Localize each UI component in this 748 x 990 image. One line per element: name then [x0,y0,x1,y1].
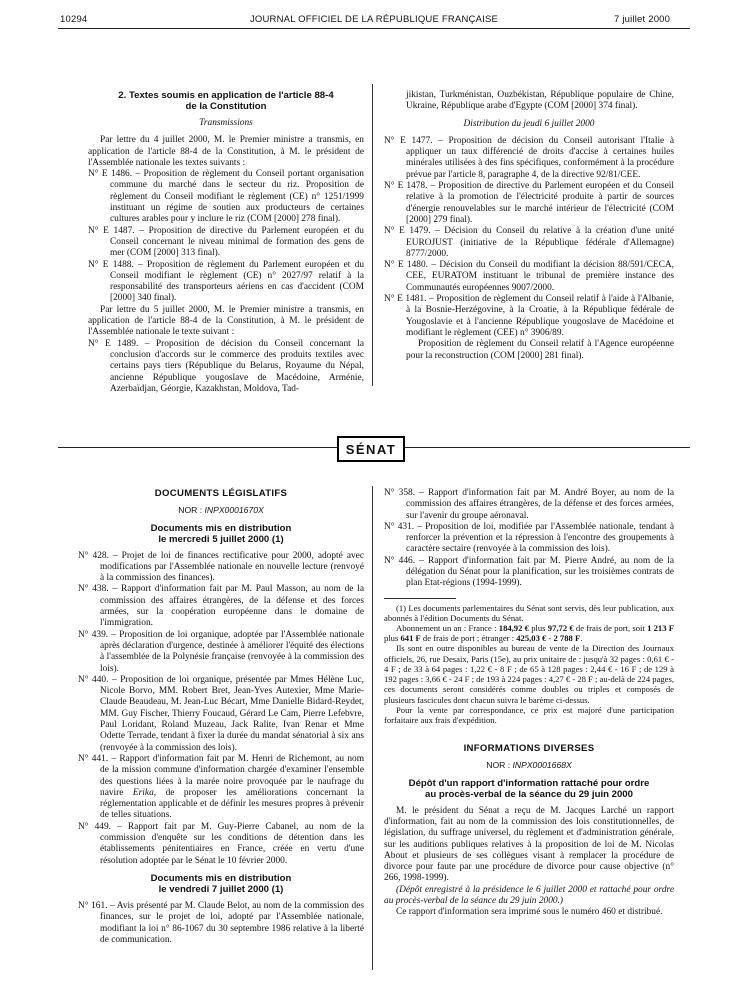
entry-number: N° E 1481. [384,294,427,305]
distribution-heading-5-juillet: Documents mis en distribution [150,522,292,534]
entry-e1480 [384,260,674,294]
entry-text: – Proposition de décision du Conseil concernant la conclusion d'accords sur le commerce des produits textiles avec certains pays tiers (République du Belarus, Royaume du Népal, ancienne République yougoslave de Macédoine, Arménie, Azerbaïdjan, Géorgie, Kazakhstan, Moldova, Tad- [110,338,364,394]
entry-e1481 [384,294,674,339]
entry-text: – Proposition de règlement du Conseil relatif à l'aide à l'Albanie, à la Bosnie-Herzégovine, à la Croatie, à la République fédérale de Yougoslavie et à l'ancienne République yougoslave de Macédoine et modifiant le règlement (CEE) n° 3906/89. [406,294,675,338]
intro-paragraph-1: Par lettre du 4 juillet 2000, M. le Premier ministre a transmis, en application de l'article 88-4 de la Constitution, à M. le président de l'Assemblée nationale les textes suivants : [88,135,364,168]
header-date: 7 juillet 2000 [614,14,671,25]
intro-paragraph-2: Par lettre du 5 juillet 2000, M. le Premier ministre a transmis, en application de l'article 88-4 de la Constitution, à M. le président de l'Assemblée nationale le texte suivant : [88,304,364,338]
continuation-text: jikistan, Turkménistan, Ouzbékistan, République populaire de Chine, Ukraine, République arabe d'Egypte (COM [2000] 374 final). [406,90,674,112]
journal-title: JOURNAL OFFICIEL DE LA RÉPUBLIQUE FRANÇAISE [249,14,499,25]
entry-440 [78,675,364,754]
top-left-column [88,90,364,395]
fn-text: plus [528,623,548,634]
footnote-rule [384,598,456,599]
depot-heading-line2: au procès-verbal de la séance du 29 juin 2000 [425,788,633,800]
top-right-column [384,90,674,362]
header-rule [58,28,690,29]
entry-number: N° 428. [78,550,109,561]
entry-text-end: , de proposer les améliorations concernant la réglementation applicable et de définir les mesures propres à prévenir de telles situations. [100,787,364,821]
entry-446 [384,556,674,590]
entry-438 [78,584,364,629]
documents-legislatifs-heading: DOCUMENTS LÉGISLATIFS [154,488,288,499]
senat-banner: SÉNAT [337,436,405,462]
page-number: 10294 [60,14,88,25]
fn-text: . [580,633,583,644]
fn-price: 2 788 F [553,633,581,644]
nor-label: NOR : [178,505,205,516]
entry-number: N° E 1477. [384,135,433,146]
entry-number: N° E 1478. [384,181,428,192]
entry-text: – Rapport d'information fait par M. Henri de Richemont, au nom de la mission commune d'information chargée d'examiner l'ensemble des questions liées à la marée noire provoquée par le naufrage du navire [100,753,364,798]
entry-358 [384,488,674,522]
depot-heading: Dépôt d'un rapport d'information rattaché pour ordre [408,777,650,789]
entry-number: N° E 1487. [88,225,135,236]
section-heading-88-4: 2. Textes soumis en application de l'article 88-4 [118,90,334,101]
entry-e1487 [88,226,364,260]
senat-rule-right [403,447,690,448]
entry-e1488 [88,260,364,305]
entry-text: – Projet de loi de finances rectificative pour 2000, adopté avec modifications par l'Assemblée nationale en nouvelle lecture (renvoyé à la commission des finances). [100,550,364,584]
entry-number: N° E 1479. [384,226,431,237]
bottom-left-column [78,488,364,946]
entry-text: – Avis présenté par M. Claude Belot, au nom de la commission des finances, sur le projet de loi, adopté par l'Assemblée nationale, modifiant la loi n° 86-1067 du 30 septembre 1986 relative à la liberté de communication. [100,900,365,945]
distribution-heading-7-juillet: Documents mis en distribution [150,872,292,884]
fn-text: Abonnement un an : France : [396,623,499,634]
entry-number: N° 161. [78,900,108,911]
fn-text: de frais de port, soit [573,623,648,634]
entry-number: N° 441. [78,753,109,764]
nor-label: NOR : [486,760,513,771]
entry-text: – Proposition de règlement du Conseil portant organisation commune du marché dans le secteur du riz. Proposition de règlement du Conseil modifiant le règlement (CE) n° 1251/1999 instituant un régime de soutien aux producteurs de certaines cultures arables pour y inclure le riz (COM [2000] 278 final). [110,169,364,225]
entry-441 [78,754,364,822]
senat-rule-left [58,447,337,448]
footnote-subscription [384,623,674,643]
entry-428 [78,551,364,585]
nor-reference [78,505,364,516]
nor-code: INPX0001670X [204,505,264,516]
entry-449 [78,822,364,867]
entry-e1478 [384,181,674,226]
transmissions-heading: Transmissions [199,118,253,128]
fn-price: 641 F [400,633,421,644]
entry-text: – Proposition de règlement du Parlement européen et du Conseil modifiant le règlement (CE) n° 2027/97 relatif à la responsabilité des transporteurs aériens en cas d'accident (COM [2000] 340 final). [110,259,365,304]
entry-text: – Proposition de loi organique, présentée par Mmes Hélène Luc, Nicole Borvo, MM. Robert Bret, Jean-Yves Autexier, Mme Marie-Claude Beaudeau, M. Jean-Luc Bécart, Mme Danielle Bidard-Reydet, MM. Guy Fischer, Thierry Foucaud, Gérard Le Cam, Pierre Lefebvre, Paul Loridant, Roland Muzeau, Jack Ralite, Ivan Renar et Mme Odette Terrade, tendant à fixer la durée du mandat sénatorial à six ans (renvoyée à la commission des lois). [100,674,364,753]
informations-diverses-heading: INFORMATIONS DIVERSES [463,743,595,755]
entry-number: N° E 1489. [88,338,139,349]
entry-439 [78,630,364,675]
fn-price: 425,03 € [516,633,547,644]
entry-text: – Décision du Conseil du modifiant la décision 88/591/CECA, CEE, EURATOM instituant le tribunal de première instance des Communautés européennes 9007/2000. [406,260,674,293]
nor-reference-2 [384,760,674,771]
depot-print-note: Ce rapport d'information sera imprimé sous le numéro 460 et distribué. [396,907,663,918]
footnote-sale: Ils sont en outre disponibles au bureau de vente de la Direction des Journaux officiels, 26, rue Desaix, Paris (15e), au prix unitaire de : jusqu'à 32 pages : 0,61 € - 4 F ; de 33 à 64 pages : 1,22 € - 8 F ; de 65 à 128 pages : 2,44 € - 16 F ; de 129 à 192 pages : 3,66 € - 24 F ; de 193 à 224 pages : 4,27 € - 28 F ; au-delà de 224 pages, ces documents seront considérés comme doubles ou triples et composés de plusieurs fascicules dont chacun suivra le barème ci-dessus. [384,643,674,705]
entry-e1477 [384,136,674,181]
bottom-column-divider [372,486,373,970]
agency-paragraph: Proposition de règlement du Conseil relatif à l'Agence européenne pour la reconstruction (COM [2000] 281 final). [406,339,674,361]
entry-text: – Décision du Conseil du relative à la création d'une unité EUROJUST (initiative de la République fédérale d'Allemagne) 8777/2000. [406,226,675,259]
fn-text: de frais de port ; étranger : [420,633,517,644]
entry-number: N° 438. [78,584,109,595]
entry-number: N° 446. [384,555,416,566]
fn-text: plus [384,633,401,644]
entry-number: N° 449. [78,821,112,832]
entry-text: – Rapport d'information fait par M. Paul Masson, au nom de la commission des affaires étrangères, de la défense et des forces armées, sur la coopération européenne dans le domaine de l'immigration. [100,584,364,629]
top-column-divider [372,84,373,386]
entry-number: N° E 1486. [88,169,133,180]
ship-name: Erika [132,787,154,798]
footnote-1: (1) Les documents parlementaires du Sénat sont servis, dès leur publication, aux abonnés à l'édition Documents du Sénat. [384,602,674,623]
entry-text: – Proposition de décision du Conseil autorisant l'Italie à appliquer un taux différencié de droits d'accise à certaines huiles minérales utilisées à des fins spécifiques, conformément à la procédure prévue par l'article 8, paragraphe 4, de la directive 92/81/CEE. [406,135,675,180]
depot-paragraph: M. le président du Sénat a reçu de M. Jacques Larché un rapport d'information, fait au nom de la commission des lois constitutionnelles, de législation, du suffrage universel, du règlement et d'administration générale, sur les auditions publiques relatives à la proposition de loi de M. Nicolas About et plusieurs de ses collègues visant à remplacer la procédure de divorce pour faute par une procédure de divorce pour cause objective (n° 266, 1998-1999). [384,805,674,884]
entry-text: – Proposition de directive du Parlement européen et du Conseil relative à la promotion de l'électricité produite à partir de sources d'énergie renouvelables sur le marché intérieur de l'électricité (COM [2000] 279 final). [406,181,674,225]
entry-text: – Proposition de loi organique, adoptée par l'Assemblée nationale après déclaration d'urgence, destinée à améliorer l'équité des élections à l'assemblée de la Polynésie française (renvoyée à la commission des lois). [100,629,364,674]
entry-text: – Rapport fait par M. Guy-Pierre Cabanel, au nom de la commission d'enquête sur les conditions de détention dans les établissements pénitentiaires en France, créée en vertu d'une résolution adoptée par le Sénat le 10 février 2000. [100,821,364,866]
distribution-heading-5-juillet-line2: le mercredi 5 juillet 2000 (1) [158,533,284,545]
fn-text: - [546,633,554,644]
entry-text: – Rapport d'information fait par M. André Boyer, au nom de la commission des affaires étrangères, de la défense et des forces armées, sur l'avenir du groupe aéronaval. [406,488,674,521]
bottom-right-column [384,488,674,919]
entry-number: N° 439. [78,629,109,640]
fn-price: 1 213 F [647,623,675,634]
entry-161 [78,901,364,946]
entry-431 [384,522,674,556]
entry-e1479 [384,226,674,260]
entry-number: N° 431. [384,521,415,532]
entry-number: N° E 1488. [88,259,134,270]
nor-code: INPX0001668X [512,760,572,771]
entry-number: N° 440. [78,674,109,685]
footnote-correspondence: Pour la vente par correspondance, ce prix est majoré d'une participation forfaitaire aux frais d'expédition. [384,704,674,725]
entry-text: – Rapport d'information fait par M. Pierre André, au nom de la délégation du Sénat pour la planification, sur les troisièmes contrats de plan Etat-régions (1994-1999). [406,555,674,589]
entry-e1489 [88,339,364,395]
entry-number: N° E 1480. [384,260,429,271]
section-heading-88-4-line2: de la Constitution [185,101,267,112]
entry-e1486 [88,169,364,225]
entry-number: N° 358. [384,488,416,498]
fn-price: 97,72 € [547,623,574,634]
distribution-heading: Distribution du jeudi 6 juillet 2000 [463,118,595,129]
entry-text: – Proposition de loi, modifiée par l'Assemblée nationale, tendant à renforcer la prévention et la répression à l'encontre des groupements à caractère sectaire (renvoyée à la commission des lois). [406,521,674,555]
entry-text: – Proposition de directive du Parlement européen et du Conseil concernant le niveau minimal de formation des gens de mer (COM [2000] 313 final). [110,225,364,259]
depot-note: (Dépôt enregistré à la présidence le 6 juillet 2000 et rattaché pour ordre au procès-verbal de la séance du 29 juin 2000.) [384,884,674,907]
fn-price: 184,92 € [498,623,529,634]
distribution-heading-7-juillet-line2: le vendredi 7 juillet 2000 (1) [158,883,284,895]
